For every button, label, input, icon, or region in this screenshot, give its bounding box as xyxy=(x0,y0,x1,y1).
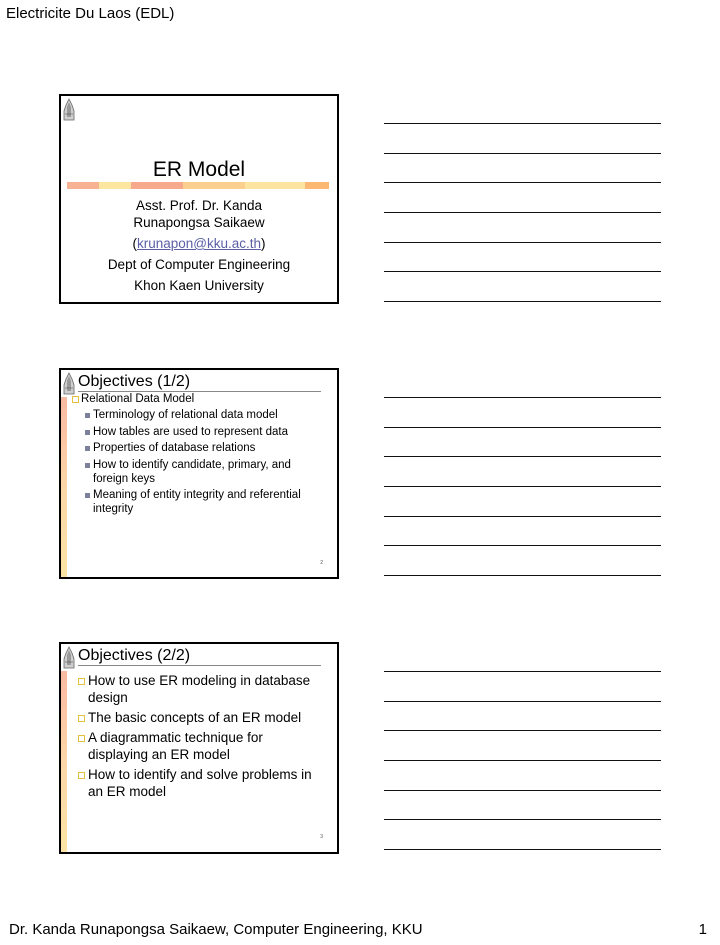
author-line-2: Runapongsa Saikaew xyxy=(133,215,265,230)
note-line xyxy=(384,849,661,850)
note-line xyxy=(384,212,661,213)
slide-objectives-1 xyxy=(59,368,339,579)
note-line xyxy=(384,790,661,791)
note-line xyxy=(384,819,661,820)
note-line xyxy=(384,397,661,398)
note-line xyxy=(384,427,661,428)
list-item: Relational Data Model xyxy=(69,392,323,406)
slide-number: 2 xyxy=(320,560,323,566)
email-link[interactable]: krunapon@kku.ac.th xyxy=(136,236,262,251)
sub-bullet-icon xyxy=(85,446,90,451)
bullet-square-icon xyxy=(78,715,85,722)
university-seal-icon xyxy=(63,646,75,670)
list-item: The basic concepts of an ER model xyxy=(69,709,323,726)
slide-title: ER Model xyxy=(152,158,246,181)
sub-list-item: Properties of database relations xyxy=(69,441,323,455)
note-line xyxy=(384,182,661,183)
note-line xyxy=(384,271,661,272)
bullet-square-icon xyxy=(78,735,85,742)
note-line xyxy=(384,671,661,672)
list-item: How to identify and solve problems in an ER model xyxy=(69,766,323,800)
page-footer: Dr. Kanda Runapongsa Saikaew, Computer Engineering, KKU xyxy=(9,921,423,938)
page-number: 1 xyxy=(698,921,707,938)
sub-bullet-icon xyxy=(85,430,90,435)
bullet-list xyxy=(69,392,323,519)
note-line xyxy=(384,575,661,576)
decorative-color-bar xyxy=(67,182,329,189)
note-line xyxy=(384,486,661,487)
sub-list-item: How tables are used to represent data xyxy=(69,425,323,439)
sub-list-item: How to identify candidate, primary, and foreign keys xyxy=(69,458,323,486)
note-line xyxy=(384,153,661,154)
page-header: Electricite Du Laos (EDL) xyxy=(6,5,175,22)
list-item: A diagrammatic technique for displaying an ER model xyxy=(69,729,323,763)
bullet-square-icon xyxy=(78,772,85,779)
bullet-square-icon xyxy=(78,678,85,685)
bullet-list xyxy=(69,672,323,803)
note-line xyxy=(384,301,661,302)
list-item: How to use ER modeling in database design xyxy=(69,672,323,706)
sub-bullet-icon xyxy=(85,413,90,418)
slide-objectives-2 xyxy=(59,642,339,854)
note-line xyxy=(384,545,661,546)
author-info xyxy=(61,197,337,298)
note-line xyxy=(384,701,661,702)
note-line xyxy=(384,730,661,731)
side-accent-bar xyxy=(61,397,67,577)
sub-list-item: Terminology of relational data model xyxy=(69,408,323,422)
author-line-1: Asst. Prof. Dr. Kanda xyxy=(135,198,263,213)
slide-title: Objectives (2/2) xyxy=(78,647,191,664)
university-seal-icon xyxy=(63,98,75,122)
title-rule xyxy=(78,665,321,666)
slide-title: Objectives (1/2) xyxy=(78,373,191,390)
note-line xyxy=(384,123,661,124)
university: Khon Kaen University xyxy=(134,278,264,293)
email-open-paren: ( xyxy=(132,236,137,251)
slide-number: 3 xyxy=(320,834,323,840)
note-line xyxy=(384,242,661,243)
sub-bullet-icon xyxy=(85,493,90,498)
note-line xyxy=(384,516,661,517)
department: Dept of Computer Engineering xyxy=(107,257,291,272)
email-close-paren: ) xyxy=(261,236,266,251)
side-accent-bar xyxy=(61,671,67,852)
slide-title-er-model xyxy=(59,94,339,304)
sub-bullet-icon xyxy=(85,463,90,468)
sub-list-item: Meaning of entity integrity and referential integrity xyxy=(69,488,323,516)
bullet-square-icon xyxy=(72,396,79,403)
note-line xyxy=(384,760,661,761)
note-line xyxy=(384,456,661,457)
